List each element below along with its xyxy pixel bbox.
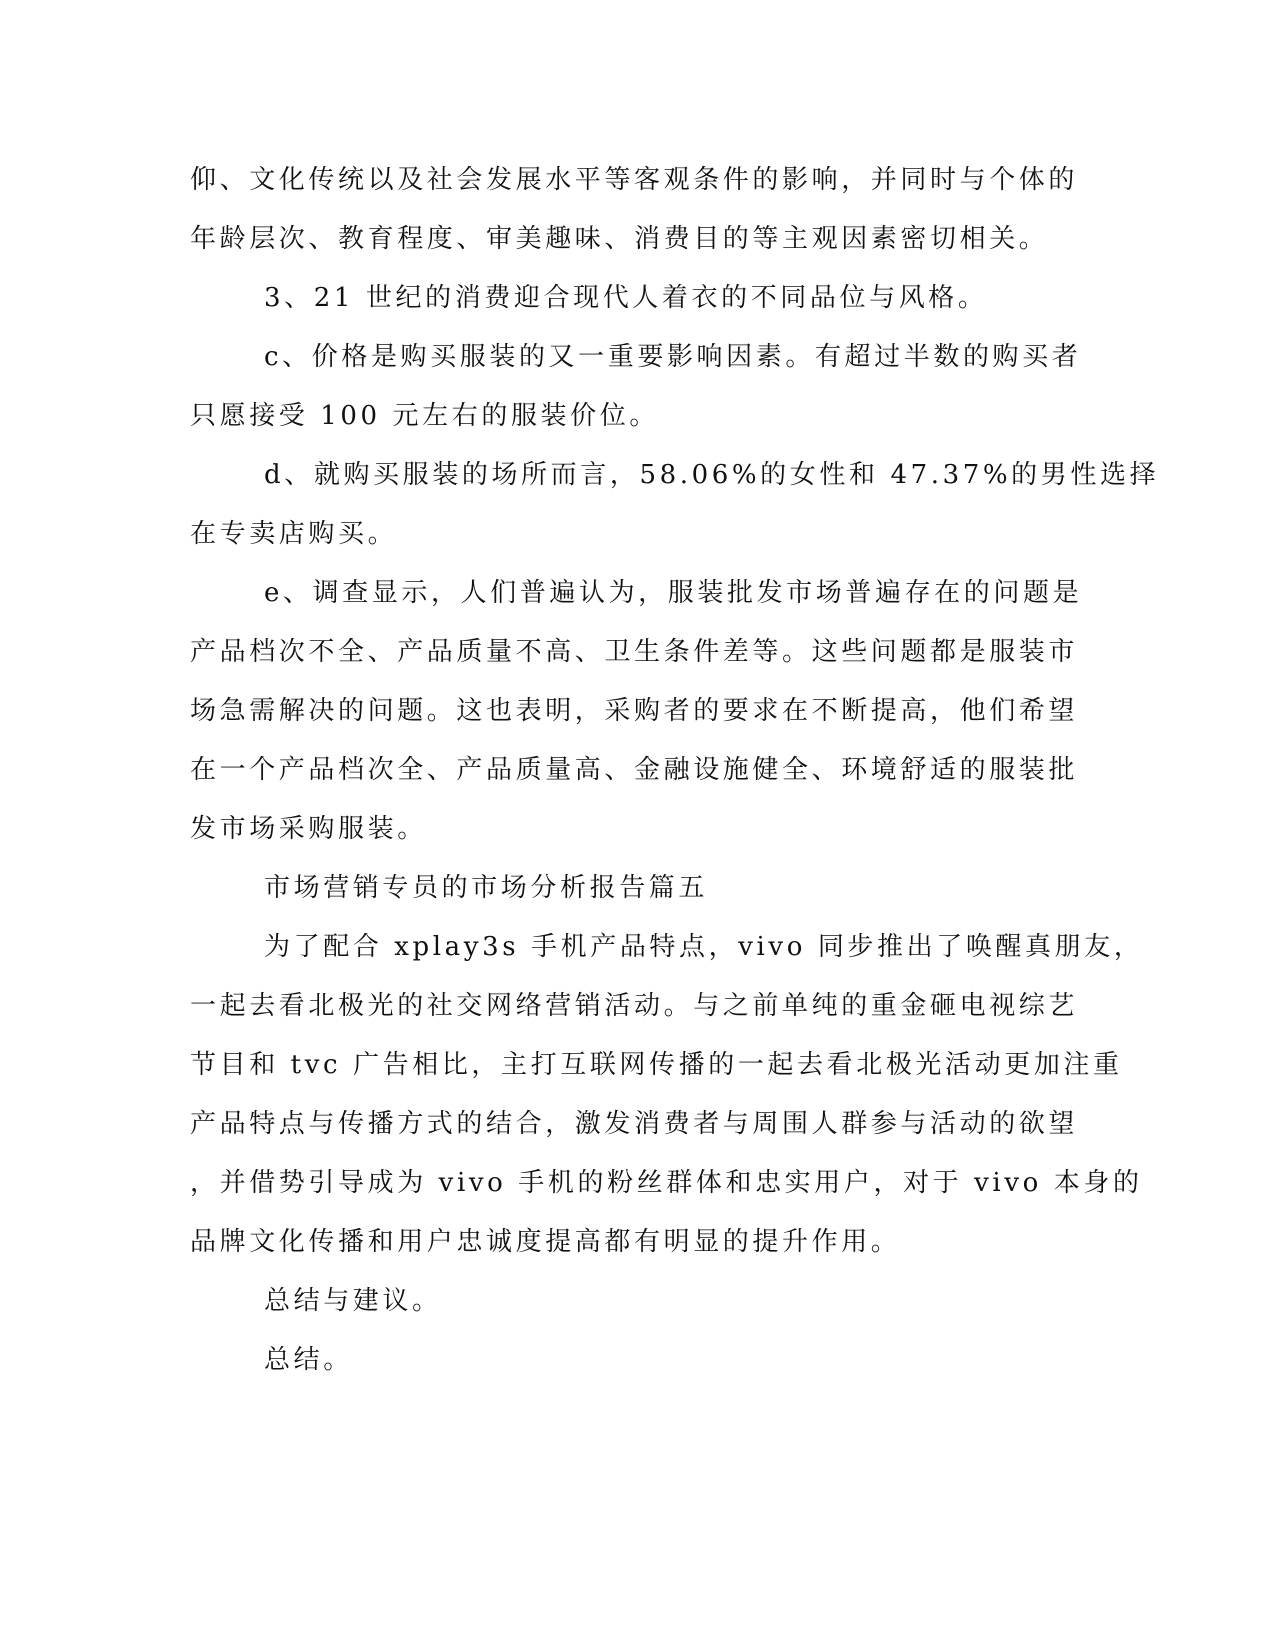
- paragraph-line: 仰、文化传统以及社会发展水平等客观条件的影响，并同时与个体的: [190, 165, 1079, 195]
- paragraph-line: 产品档次不全、产品质量不高、卫生条件差等。这些问题都是服装市: [190, 637, 1079, 667]
- paragraph-line: 场急需解决的问题。这也表明，采购者的要求在不断提高，他们希望: [190, 696, 1079, 726]
- paragraph-line: 年龄层次、教育程度、审美趣味、消费目的等主观因素密切相关。: [190, 224, 1049, 254]
- subheading: 总结与建议。: [264, 1286, 442, 1316]
- subheading: 总结。: [264, 1345, 353, 1375]
- paragraph-line: 发市场采购服装。: [190, 814, 427, 844]
- paragraph-line: ，并借势引导成为 vivo 手机的粉丝群体和忠实用户，对于 vivo 本身的: [190, 1168, 1143, 1198]
- paragraph-line: d、就购买服装的场所而言，58.06%的女性和 47.37%的男性选择: [264, 460, 1160, 490]
- paragraph-line: 节目和 tvc 广告相比，主打互联网传播的一起去看北极光活动更加注重: [190, 1050, 1123, 1080]
- paragraph-line: 品牌文化传播和用户忠诚度提高都有明显的提升作用。: [190, 1227, 901, 1257]
- paragraph-line: 产品特点与传播方式的结合，激发消费者与周围人群参与活动的欲望: [190, 1109, 1079, 1139]
- paragraph-line: c、价格是购买服装的又一重要影响因素。有超过半数的购买者: [264, 342, 1082, 372]
- paragraph-line: 在一个产品档次全、产品质量高、金融设施健全、环境舒适的服装批: [190, 755, 1079, 785]
- section-heading: 市场营销专员的市场分析报告篇五: [264, 873, 709, 903]
- paragraph-line: 只愿接受 100 元左右的服装价位。: [190, 401, 659, 431]
- paragraph-line: 3、21 世纪的消费迎合现代人着衣的不同品位与风格。: [264, 283, 988, 313]
- paragraph-line: 为了配合 xplay3s 手机产品特点，vivo 同步推出了唤醒真朋友，: [264, 932, 1144, 962]
- paragraph-line: e、调查显示，人们普遍认为，服装批发市场普遍存在的问题是: [264, 578, 1083, 608]
- paragraph-line: 在专卖店购买。: [190, 519, 398, 549]
- paragraph-line: 一起去看北极光的社交网络营销活动。与之前单纯的重金砸电视综艺: [190, 991, 1079, 1021]
